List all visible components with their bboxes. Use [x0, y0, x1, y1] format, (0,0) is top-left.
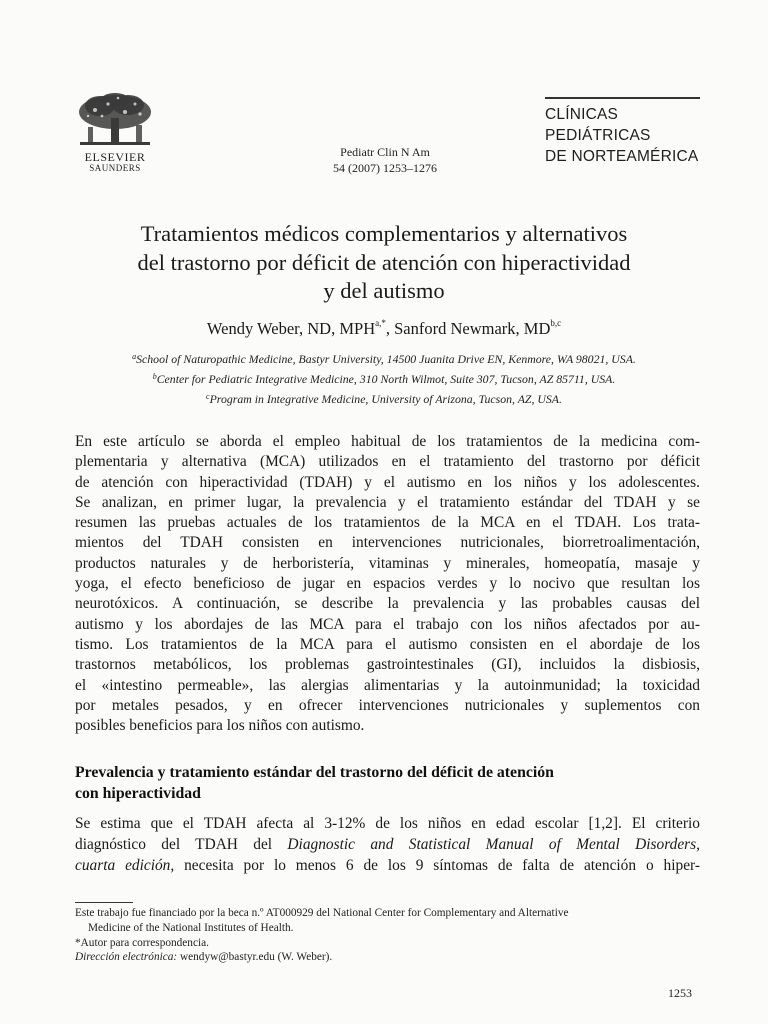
- author-separator: ,: [385, 319, 395, 338]
- journal-citation: [310, 144, 460, 176]
- body-line: [75, 856, 700, 877]
- email-note: [75, 950, 705, 965]
- edition-italic: cuarta edición,: [75, 856, 175, 874]
- journal-brand: [545, 97, 700, 167]
- elsevier-tree-icon: [70, 92, 160, 150]
- logo-publisher-name: ELSEVIER: [84, 150, 146, 164]
- abstract-line: tismo. Los tratamientos de la MCA para el autismo consisten en el abordaje de los: [75, 635, 700, 653]
- journal-volume-pages: 54 (2007) 1253–1276: [333, 161, 437, 175]
- email-value: wendyw@bastyr.edu (W. Weber).: [177, 951, 333, 964]
- page-number: 1253: [668, 986, 692, 1000]
- affiliation-text: Program in Integrative Medicine, University of Arizona, Tucson, AZ, USA.: [209, 392, 562, 406]
- footnote-rule: [75, 902, 133, 903]
- author-name: Wendy Weber, ND, MPH: [206, 319, 376, 338]
- affiliation-mark: a: [132, 352, 137, 361]
- affiliation-text: School of Naturopathic Medicine, Bastyr University, 14500 Juanita Drive EN, Kenmore, WA 98021, USA.: [136, 352, 636, 366]
- journal-abbrev: Pediatr Clin N Am: [340, 145, 430, 159]
- abstract-line: resumen las pruebas actuales de los tratamientos de la MCA en el TDAH. Los trata-: [75, 514, 700, 532]
- abstract-line: mientos del TDAH consisten en intervenciones nutricionales, biorretroalimentación,: [75, 534, 700, 552]
- funding-note: Este trabajo fue financiado por la beca n.º AT000929 del National Center for Complementary and Alternative: [75, 907, 569, 919]
- body-line: Se estima que el TDAH afecta al 3-12% de los niños en edad escolar [1,2]. El criterio: [75, 815, 700, 832]
- correspondence-note: *Autor para correspondencia.: [75, 936, 209, 949]
- affiliation: [60, 388, 708, 408]
- abstract-line: En este artículo se aborda el empleo habitual de los tratamientos de la medicina com-: [75, 433, 700, 450]
- affiliation-text: Center for Pediatric Integrative Medicine, 310 North Wilmot, Suite 307, Tucson, AZ 85711, USA.: [156, 372, 616, 386]
- abstract-line: neurotóxicos. A continuación, se describe la prevalencia y las probables causas del: [75, 595, 700, 613]
- abstract-line: Se analizan, en primer lugar, la prevalencia y el tratamiento estándar del TDAH y se: [75, 493, 700, 511]
- affiliations: [60, 348, 708, 408]
- affiliation: [60, 368, 708, 388]
- title-line: del trastorno por déficit de atención con hiperactividad: [137, 249, 631, 275]
- affiliation-mark: b: [152, 372, 157, 381]
- abstract-line: posibles beneficios para los niños con autismo.: [75, 717, 365, 735]
- author-list: [60, 318, 708, 339]
- section-body: [75, 814, 700, 876]
- heading-line: con hiperactividad: [75, 784, 201, 802]
- abstract-line: trastornos metabólicos, los problemas gastrointestinales (GI), incluidos la disbiosis,: [75, 656, 700, 674]
- publisher-logo: [70, 92, 160, 176]
- affiliation: [60, 348, 708, 368]
- book-title-italic: Diagnostic and Statistical Manual of Mental Disorders,: [287, 835, 700, 853]
- abstract-line: por metales pesados, y en ofrecer intervenciones nutricionales y suplementos con: [75, 696, 700, 714]
- abstract-line: productos naturales y de herboristería, vitaminas y minerales, homeopatía, masaje y: [75, 554, 700, 572]
- abstract-line: el «intestino permeable», las alergias alimentarias y la autoinmunidad; la toxicidad: [75, 676, 700, 694]
- author-name: Sanford Newmark, MD: [394, 319, 551, 338]
- funding-note-cont: Medicine of the National Institutes of Health.: [88, 921, 294, 934]
- title-line: Tratamientos médicos complementarios y alternativos: [140, 221, 628, 246]
- title-line: y del autismo: [323, 278, 445, 303]
- author-affiliation-marks: b,c: [550, 318, 562, 328]
- affiliation-mark: c: [206, 392, 210, 401]
- section-heading: [75, 763, 700, 804]
- abstract-line: plementaria y alternativa (MCA) utilizados en el tratamiento del trastorno por déficit: [75, 453, 700, 471]
- heading-line: Prevalencia y tratamiento estándar del trastorno del déficit de atención: [75, 764, 554, 781]
- abstract-line: autismo y los abordajes de las MCA para el trabajo con los niños afectados por au-: [75, 615, 700, 633]
- brand-line-2: PEDIÁTRICAS: [545, 127, 651, 144]
- body-text-run: diagnóstico del TDAH del: [75, 835, 288, 853]
- abstract-line: de atención con hiperactividad (TDAH) y el autismo en los niños y los adolescentes.: [75, 473, 700, 491]
- body-line: [75, 835, 700, 856]
- logo-imprint-name: SAUNDERS: [89, 163, 141, 173]
- brand-rule: [545, 97, 700, 99]
- abstract-line: yoga, el efecto beneficioso de jugar en espacios verdes y lo nocivo que resultan los: [75, 575, 700, 593]
- brand-line-1: CLÍNICAS: [545, 106, 619, 123]
- abstract: [75, 432, 700, 736]
- footnotes: [75, 906, 705, 965]
- author-affiliation-marks: a,*: [375, 318, 386, 328]
- email-label: Dirección electrónica:: [75, 951, 178, 964]
- brand-line-3: DE NORTEAMÉRICA: [545, 148, 699, 165]
- article-title: [60, 220, 708, 306]
- body-text-run: necesita por lo menos 6 de los 9 síntomas de falta de atención o hiper-: [174, 856, 700, 874]
